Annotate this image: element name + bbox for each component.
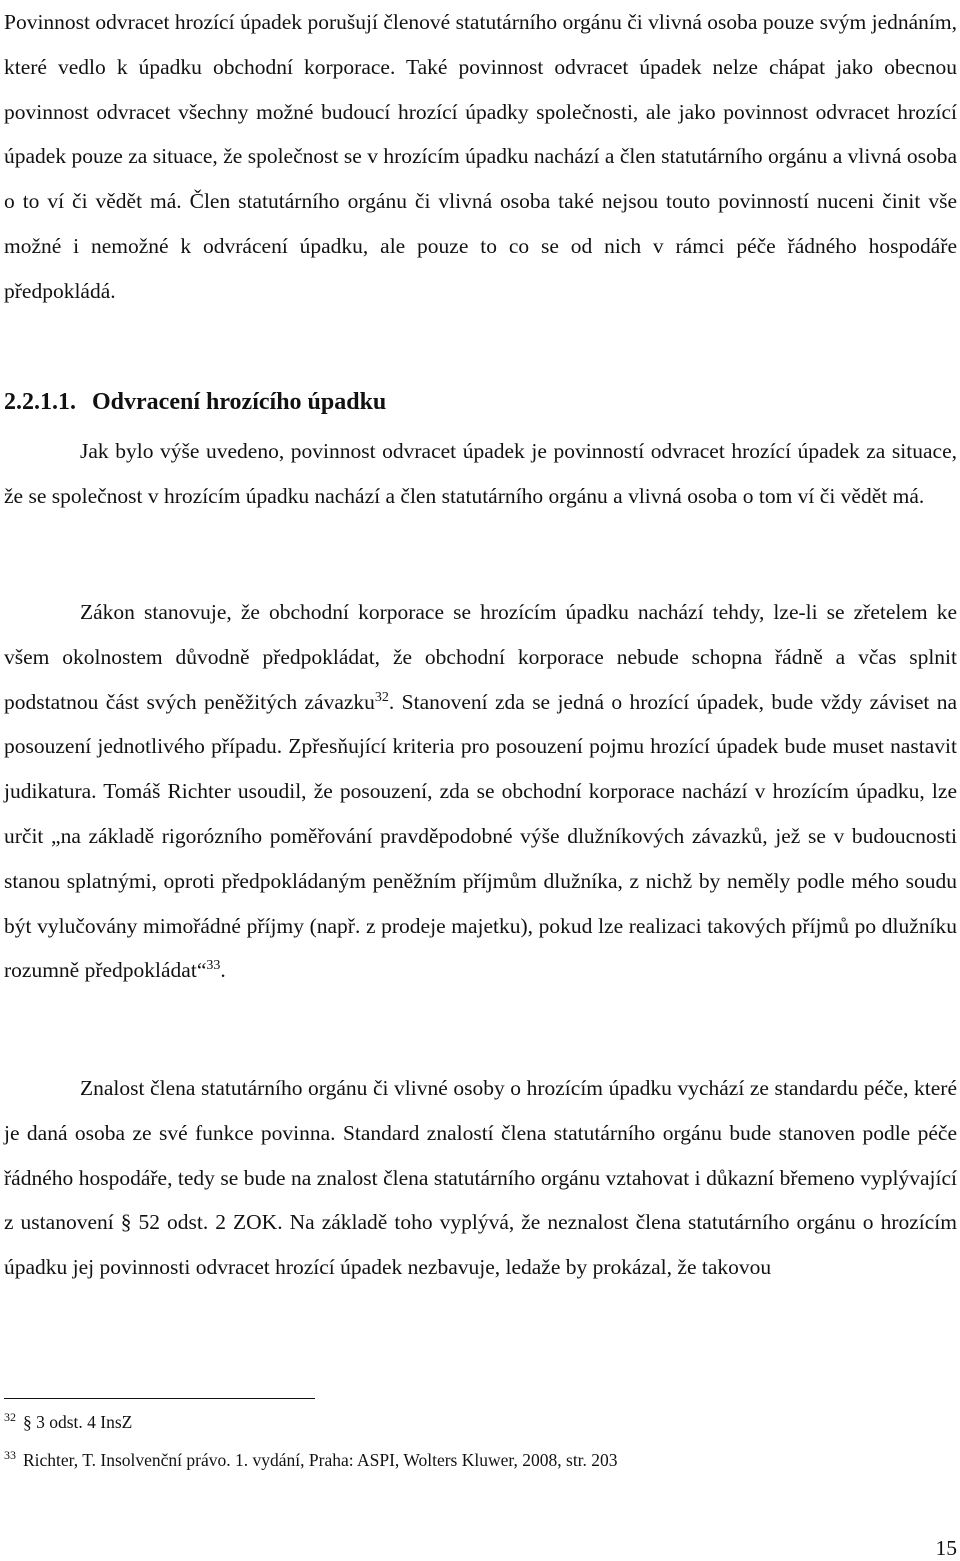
footnote-number: 33 [4, 1448, 16, 1463]
footnote-ref-32[interactable]: 32 [374, 689, 389, 705]
paragraph-3-part-3: . [220, 958, 226, 983]
paragraph-1: Povinnost odvracet hrozící úpadek porušují členové statutárního orgánu či vlivná osoba pouze svým jednáním, které vedlo k úpadku obchodní korporace. Také povinnost odvracet úpadek nelze chápat jako obecnou povinnost odvracet všechny možné budoucí hrozící úpadky společnosti, ale jako povinnost odvracet hrozící úpadek pouze za situace, že společnost se v hrozícím úpadku nachází a člen statutárního orgánu a vlivná osoba o to ví či vědět má. Člen statutárního orgánu či vlivná osoba také nejsou touto povinností nuceni činit vše možné i nemožné k odvrácení úpadku, ale pouze to co se od nich v rámci péče řádného hospodáře předpokládá. [4, 10, 957, 303]
footnote-ref-33[interactable]: 33 [206, 958, 221, 974]
footnote-number: 32 [4, 1410, 16, 1425]
footnote-separator [4, 1398, 315, 1399]
section-title: Odvracení hrozícího úpadku [92, 389, 387, 415]
footnote-32 [4, 1410, 132, 1434]
footnote-text: § 3 odst. 4 InsZ [23, 1412, 133, 1432]
paragraph-2: Jak bylo výše uvedeno, povinnost odvracet úpadek je povinností odvracet hrozící úpadek za situace, že se společnost v hrozícím úpadku nachází a člen statutárního orgánu a vlivná osoba o tom ví či vědět má. [4, 439, 957, 508]
paragraph-3 [4, 590, 957, 993]
paragraph-4: Znalost člena statutárního orgánu či vlivné osoby o hrozícím úpadku vychází ze standardu péče, které je daná osoba ze své funkce povinna. Standard znalostí člena statutárního orgánu bude stanoven podle péče řádného hospodáře, tedy se bude na znalost člena statutárního orgánu vztahovat i důkazní břemeno vyplývající z ustanovení § 52 odst. 2 ZOK. Na základě toho vyplývá, že neznalost člena statutárního orgánu o hrozícím úpadku jej povinnosti odvracet hrozící úpadek nezbavuje, ledaže by prokázal, že takovou [4, 1076, 957, 1280]
page-number: 15 [935, 1536, 957, 1560]
paragraph-3-part-1: Zákon stanovuje, že obchodní korporace se hrozícím úpadku nachází tehdy, lze-li se zřetelem ke všem okolnostem důvodně předpokládat, že obchodní korporace nebude schopna řádně a včas splnit podstatnou část svých peněžitých závazku [4, 600, 957, 714]
section-heading [4, 382, 386, 422]
footnote-text: Richter, T. Insolvenční právo. 1. vydání, Praha: ASPI, Wolters Kluwer, 2008, str. 203 [23, 1450, 618, 1470]
paragraph-3-part-2: . Stanovení zda se jedná o hrozící úpadek, bude vždy záviset na posouzení jednotlivého případu. Zpřesňující kriteria pro posouzení pojmu hrozící úpadek bude muset nastavit judikatura. Tomáš Richter usoudil, že posouzení, zda se obchodní korporace nachází v hrozícím úpadku, lze určit „na základě rigorózního poměřování pravděpodobné výše dlužníkových závazků, jež se v budoucnosti stanou splatnými, oproti předpokládaným peněžním příjmům dlužníka, z nichž by neměly podle mého soudu být vylučovány mimořádné příjmy (např. z prodeje majetku), pokud lze realizaci takových příjmů po dlužníku rozumně předpokládat“ [4, 689, 957, 983]
footnote-33 [4, 1448, 618, 1472]
section-number: 2.2.1.1. [4, 389, 76, 415]
